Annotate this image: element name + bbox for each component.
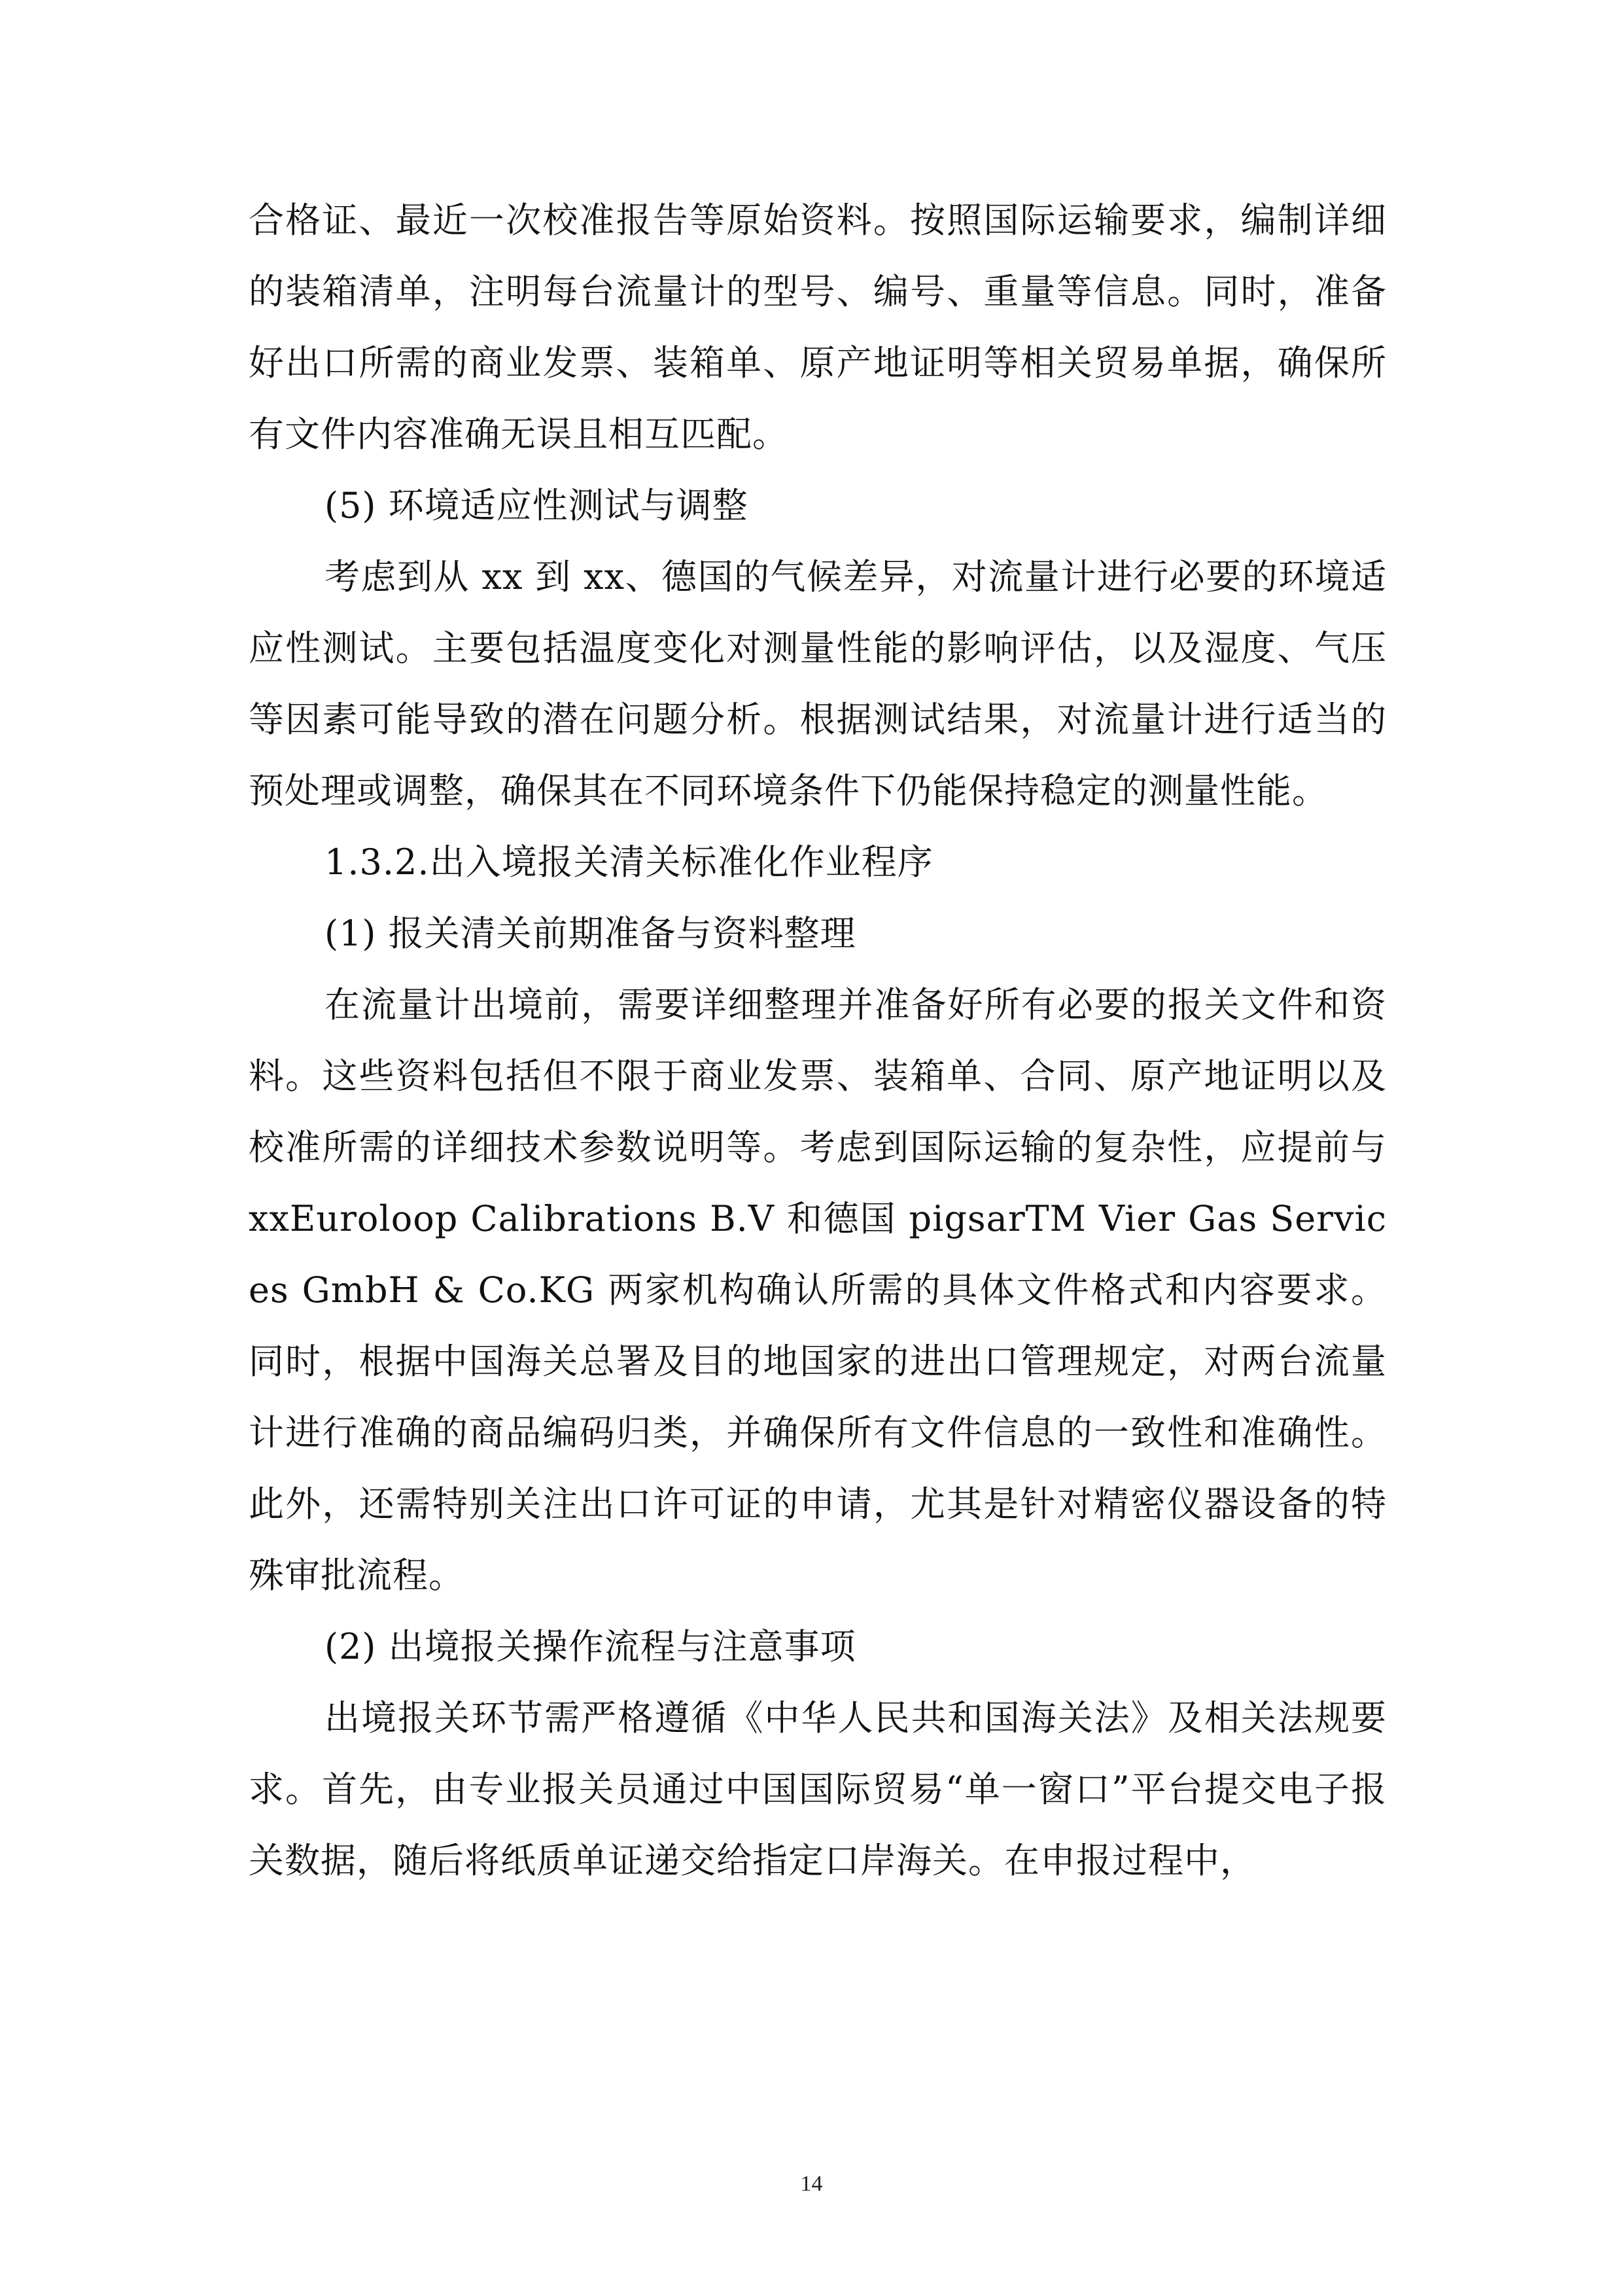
paragraph-document-prep: 合格证、最近一次校准报告等原始资料。按照国际运输要求，编制详细的装箱清单，注明每台流量计的型号、编号、重量等信息。同时，准备好出口所需的商业发票、装箱单、原产地证明等相关贸易单据，确保所有文件内容准确无误且相互匹配。 bbox=[249, 200, 1387, 455]
paragraph-export-declaration: 出境报关环节需严格遵循《中华人民共和国海关法》及相关法规要求。首先，由专业报关员通过中国国际贸易“单一窗口”平台提交电子报关数据，随后将纸质单证递交给指定口岸海关。在申报过程中， bbox=[249, 1697, 1387, 1881]
heading-environment-test: (5) 环境适应性测试与调整 bbox=[324, 485, 748, 526]
page-number: 14 bbox=[800, 2172, 823, 2196]
document-body bbox=[249, 185, 1387, 1896]
paragraph-customs-preparation: 在流量计出境前，需要详细整理并准备好所有必要的报关文件和资料。这些资料包括但不限于商业发票、装箱单、合同、原产地证明以及校准所需的详细技术参数说明等。考虑到国际运输的复杂性，应提前与 xxEuroloop Calibrations B.V 和德国 pigsarTM Vier Gas Services GmbH & Co.KG 两家机构确认所需的具体文件格式和内容要求。同时，根据中国海关总署及目的地国家的进出口管理规定，对两台流量计进行准确的商品编码归类，并确保所有文件信息的一致性和准确性。此外，还需特别关注出口许可证的申请，尤其是针对精密仪器设备的特殊审批流程。 bbox=[249, 984, 1387, 1596]
heading-customs-preparation: (1) 报关清关前期准备与资料整理 bbox=[324, 913, 856, 954]
section-heading-customs-procedure: 1.3.2.出入境报关清关标准化作业程序 bbox=[324, 841, 934, 883]
paragraph-environment-test: 考虑到从 xx 到 xx、德国的气候差异，对流量计进行必要的环境适应性测试。主要包括温度变化对测量性能的影响评估，以及湿度、气压等因素可能导致的潜在问题分析。根据测试结果，对流量计进行适当的预处理或调整，确保其在不同环境条件下仍能保持稳定的测量性能。 bbox=[249, 556, 1387, 811]
heading-export-declaration: (2) 出境报关操作流程与注意事项 bbox=[324, 1626, 856, 1667]
